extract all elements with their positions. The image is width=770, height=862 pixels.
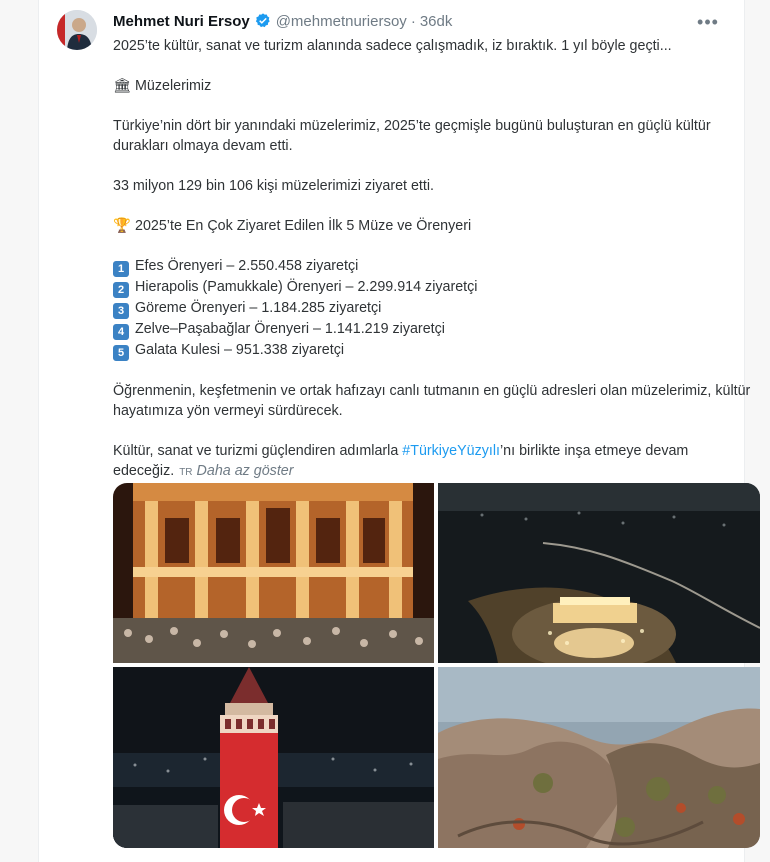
museums-title: Müzelerimiz [135, 78, 212, 94]
tweet-card [38, 0, 755, 862]
list-item: 1 Efes Örenyeri – 2.550.458 ziyaretçi [113, 256, 753, 277]
galata-tower-photo[interactable] [113, 667, 434, 848]
language-badge: TR [179, 467, 193, 478]
cappadocia-photo[interactable] [438, 667, 760, 848]
tweet-header [113, 10, 452, 32]
verified-badge-icon [254, 12, 272, 30]
number-badge-icon: 4 [113, 324, 129, 340]
top-five-title: 2025’te En Çok Ziyaret Edilen İlk 5 Müze ve Örenyeri [135, 218, 472, 234]
list-item: 2 Hierapolis (Pamukkale) Örenyeri – 2.299.914 ziyaretçi [113, 277, 753, 298]
number-badge-icon: 5 [113, 345, 129, 361]
number-badge-icon: 2 [113, 282, 129, 298]
hashtag-link[interactable]: #TürkiyeYüzyılı [402, 443, 500, 459]
more-horizontal-icon[interactable]: ••• [697, 11, 719, 32]
tweet-intro: 2025’te kültür, sanat ve turizm alanında sadece çalışmadık, iz bıraktık. 1 yıl böyle geçti... [113, 38, 672, 54]
trophy-icon: 🏆 [113, 218, 131, 234]
museums-paragraph: Türkiye’nin dört bir yanındaki müzelerimiz, 2025’te geçmişle bugünü buluşturan en güçlü kültür durakları olmaya devam etti. [113, 118, 715, 154]
media-grid [113, 483, 760, 848]
avatar[interactable] [57, 10, 97, 50]
list-item: 5 Galata Kulesi – 951.338 ziyaretçi [113, 340, 753, 361]
number-badge-icon: 1 [113, 261, 129, 277]
show-less-link[interactable]: Daha az göster [196, 463, 294, 479]
author-handle[interactable]: @mehmetnuriersoy [275, 12, 407, 30]
hierapolis-photo[interactable] [438, 483, 760, 663]
efes-photo[interactable] [113, 483, 434, 663]
author-name[interactable]: Mehmet Nuri Ersoy [113, 12, 250, 30]
list-item: 4 Zelve–Paşabağlar Örenyeri – 1.141.219 ziyaretçi [113, 319, 753, 340]
list-item: 3 Göreme Örenyeri – 1.184.285 ziyaretçi [113, 298, 753, 319]
final-paragraph: Kültür, sanat ve turizmi güçlendiren adımlarla #TürkiyeYüzyılı’nı birlikte inşa etmeye devam edeceğiz. TR Daha az göster [113, 443, 693, 479]
top-five-heading [113, 216, 753, 236]
closing-paragraph: Öğrenmenin, keşfetmenin ve ortak hafızayı canlı tutmanın en güçlü adresleri olan müzelerimiz, kültür hayatımıza yön vermeyi sürdürecek. [113, 383, 755, 419]
number-badge-icon: 3 [113, 303, 129, 319]
visitor-count-text: 33 milyon 129 bin 106 kişi müzelerimizi ziyaret etti. [113, 178, 435, 194]
museums-heading [113, 76, 753, 96]
top-five-list [113, 256, 753, 361]
post-time[interactable]: 36dk [419, 12, 453, 30]
museum-icon: 🏛 [113, 78, 132, 94]
tweet-text [113, 36, 753, 483]
header-separator: · [410, 12, 416, 30]
